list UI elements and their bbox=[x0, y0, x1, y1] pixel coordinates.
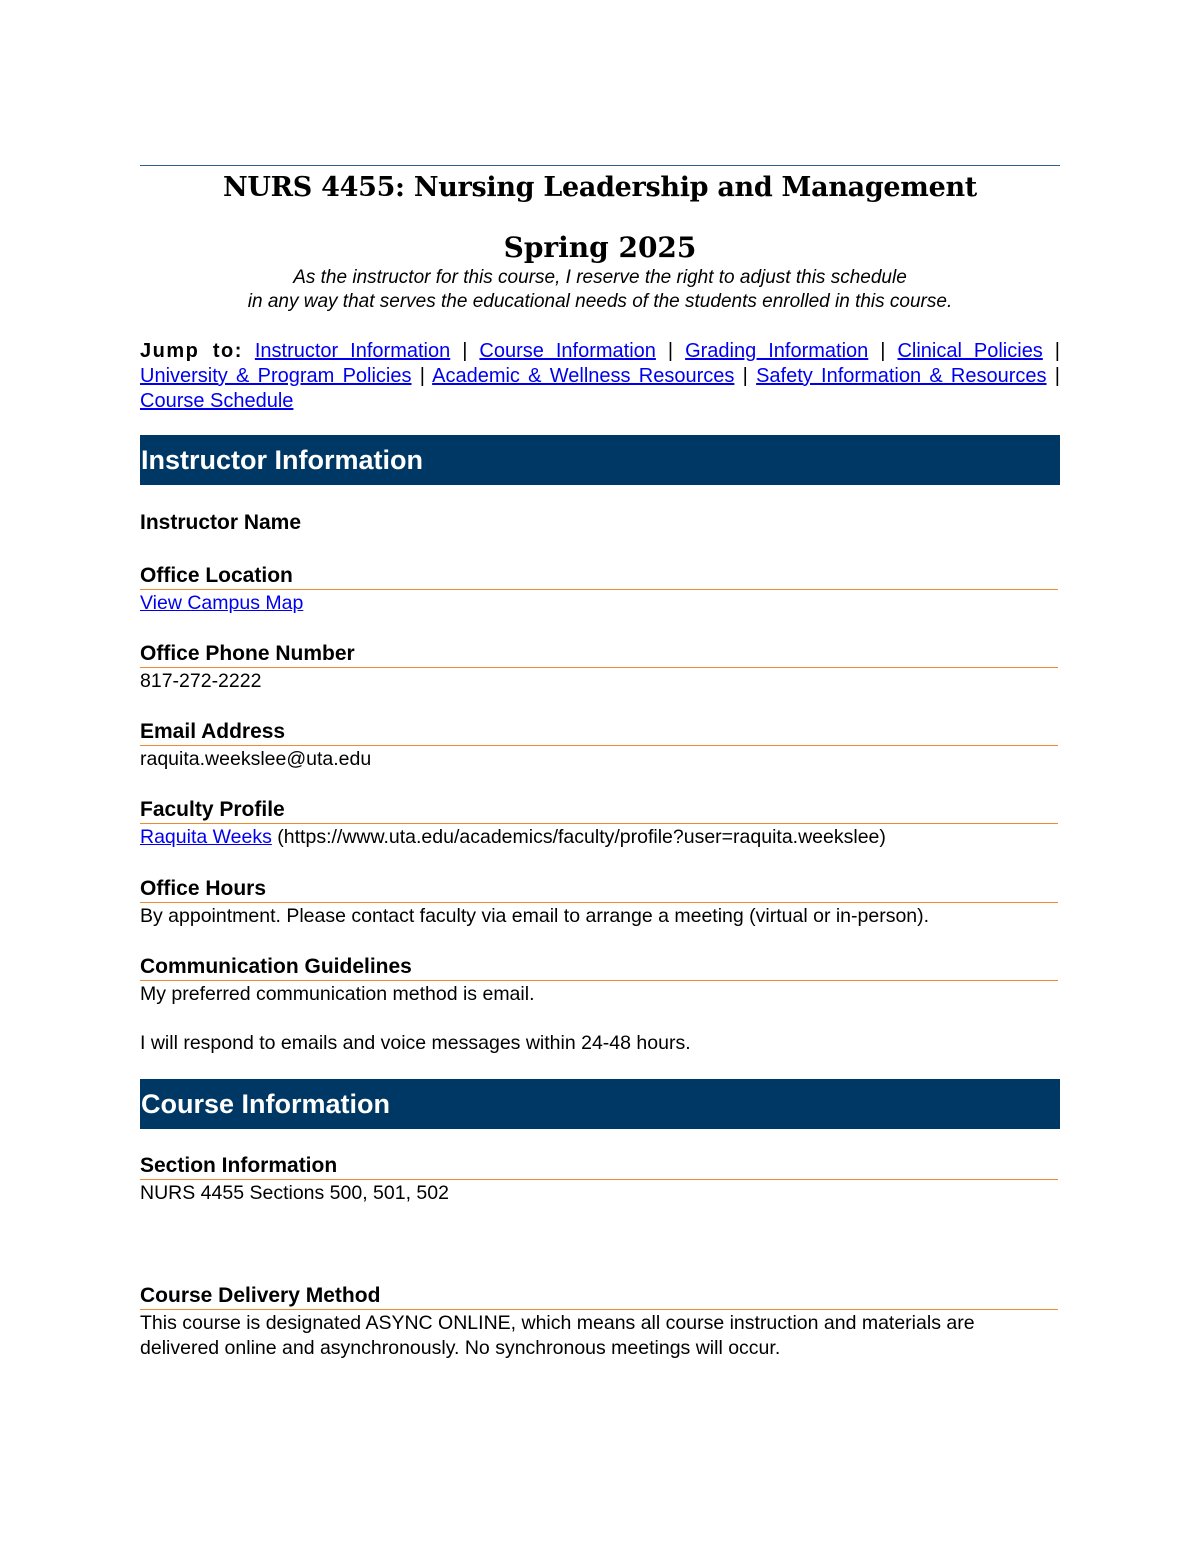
jump-link-academic-wellness-resources[interactable]: Academic & Wellness Resources bbox=[432, 365, 735, 387]
course-title: NURS 4455: Nursing Leadership and Management bbox=[223, 172, 977, 203]
course-delivery-field bbox=[140, 1282, 1060, 1361]
email-field bbox=[140, 718, 1060, 772]
office-hours-value: By appointment. Please contact faculty via email to arrange a meeting (virtual or in-person). bbox=[140, 905, 930, 927]
instructor-name-field bbox=[140, 509, 1060, 536]
email-label: Email Address bbox=[140, 718, 1058, 746]
instructor-name-label: Instructor Name bbox=[140, 511, 302, 534]
jump-link-course-information[interactable]: Course Information bbox=[479, 340, 656, 362]
nav-separator: | bbox=[1054, 340, 1060, 362]
response-time-note: I will respond to emails and voice messages within 24-48 hours. bbox=[140, 1032, 691, 1054]
jump-link-clinical-policies[interactable]: Clinical Policies bbox=[897, 340, 1043, 362]
communication-guidelines-field bbox=[140, 953, 1060, 1007]
office-location-label: Office Location bbox=[140, 562, 1058, 590]
office-hours-field bbox=[140, 875, 1060, 929]
course-term: Spring 2025 bbox=[503, 231, 697, 264]
disclaimer-line-1: As the instructor for this course, I reserve the right to adjust this schedule bbox=[293, 267, 907, 288]
faculty-profile-url: (https://www.uta.edu/academics/faculty/profile?user=raquita.weekslee) bbox=[277, 826, 886, 848]
course-delivery-label: Course Delivery Method bbox=[140, 1282, 1058, 1310]
nav-separator: | bbox=[419, 365, 425, 387]
nav-separator: | bbox=[880, 340, 886, 362]
jump-to-label: Jump to: bbox=[140, 340, 243, 362]
faculty-profile-field bbox=[140, 796, 1060, 850]
top-divider bbox=[140, 165, 1060, 166]
schedule-disclaimer bbox=[140, 266, 1060, 314]
course-delivery-value: This course is designated ASYNC ONLINE, which means all course instruction and materials are delivered online and asynchronously. No synchronous meetings will occur. bbox=[140, 1312, 975, 1359]
jump-link-grading-information[interactable]: Grading Information bbox=[685, 340, 869, 362]
office-phone-field bbox=[140, 640, 1060, 694]
communication-method-text: My preferred communication method is email. bbox=[140, 983, 535, 1005]
course-information-heading: Course Information bbox=[140, 1079, 1060, 1129]
disclaimer-line-2: in any way that serves the educational needs of the students enrolled in this course. bbox=[247, 291, 953, 312]
jump-link-safety-information-resources[interactable]: Safety Information & Resources bbox=[756, 365, 1047, 387]
nav-separator: | bbox=[667, 340, 674, 362]
section-information-label: Section Information bbox=[140, 1152, 1058, 1180]
jump-to-nav bbox=[140, 339, 1060, 414]
communication-guidelines-label: Communication Guidelines bbox=[140, 953, 1058, 981]
faculty-profile-label: Faculty Profile bbox=[140, 796, 1058, 824]
jump-link-university-program-policies[interactable]: University & Program Policies bbox=[140, 365, 412, 387]
office-phone-value: 817-272-2222 bbox=[140, 670, 262, 692]
section-information-field bbox=[140, 1152, 1060, 1206]
instructor-information-heading: Instructor Information bbox=[140, 435, 1060, 485]
jump-link-instructor-information[interactable]: Instructor Information bbox=[254, 340, 451, 362]
nav-separator: | bbox=[742, 365, 748, 387]
nav-separator: | bbox=[462, 340, 468, 362]
campus-map-link[interactable]: View Campus Map bbox=[140, 592, 304, 614]
jump-link-course-schedule[interactable]: Course Schedule bbox=[140, 390, 294, 412]
email-value: raquita.weekslee@uta.edu bbox=[140, 748, 372, 770]
nav-separator: | bbox=[1054, 365, 1060, 387]
office-phone-label: Office Phone Number bbox=[140, 640, 1058, 668]
faculty-profile-link[interactable]: Raquita Weeks bbox=[140, 826, 272, 848]
office-location-field bbox=[140, 562, 1060, 616]
section-information-value: NURS 4455 Sections 500, 501, 502 bbox=[140, 1182, 449, 1204]
office-hours-label: Office Hours bbox=[140, 875, 1058, 903]
